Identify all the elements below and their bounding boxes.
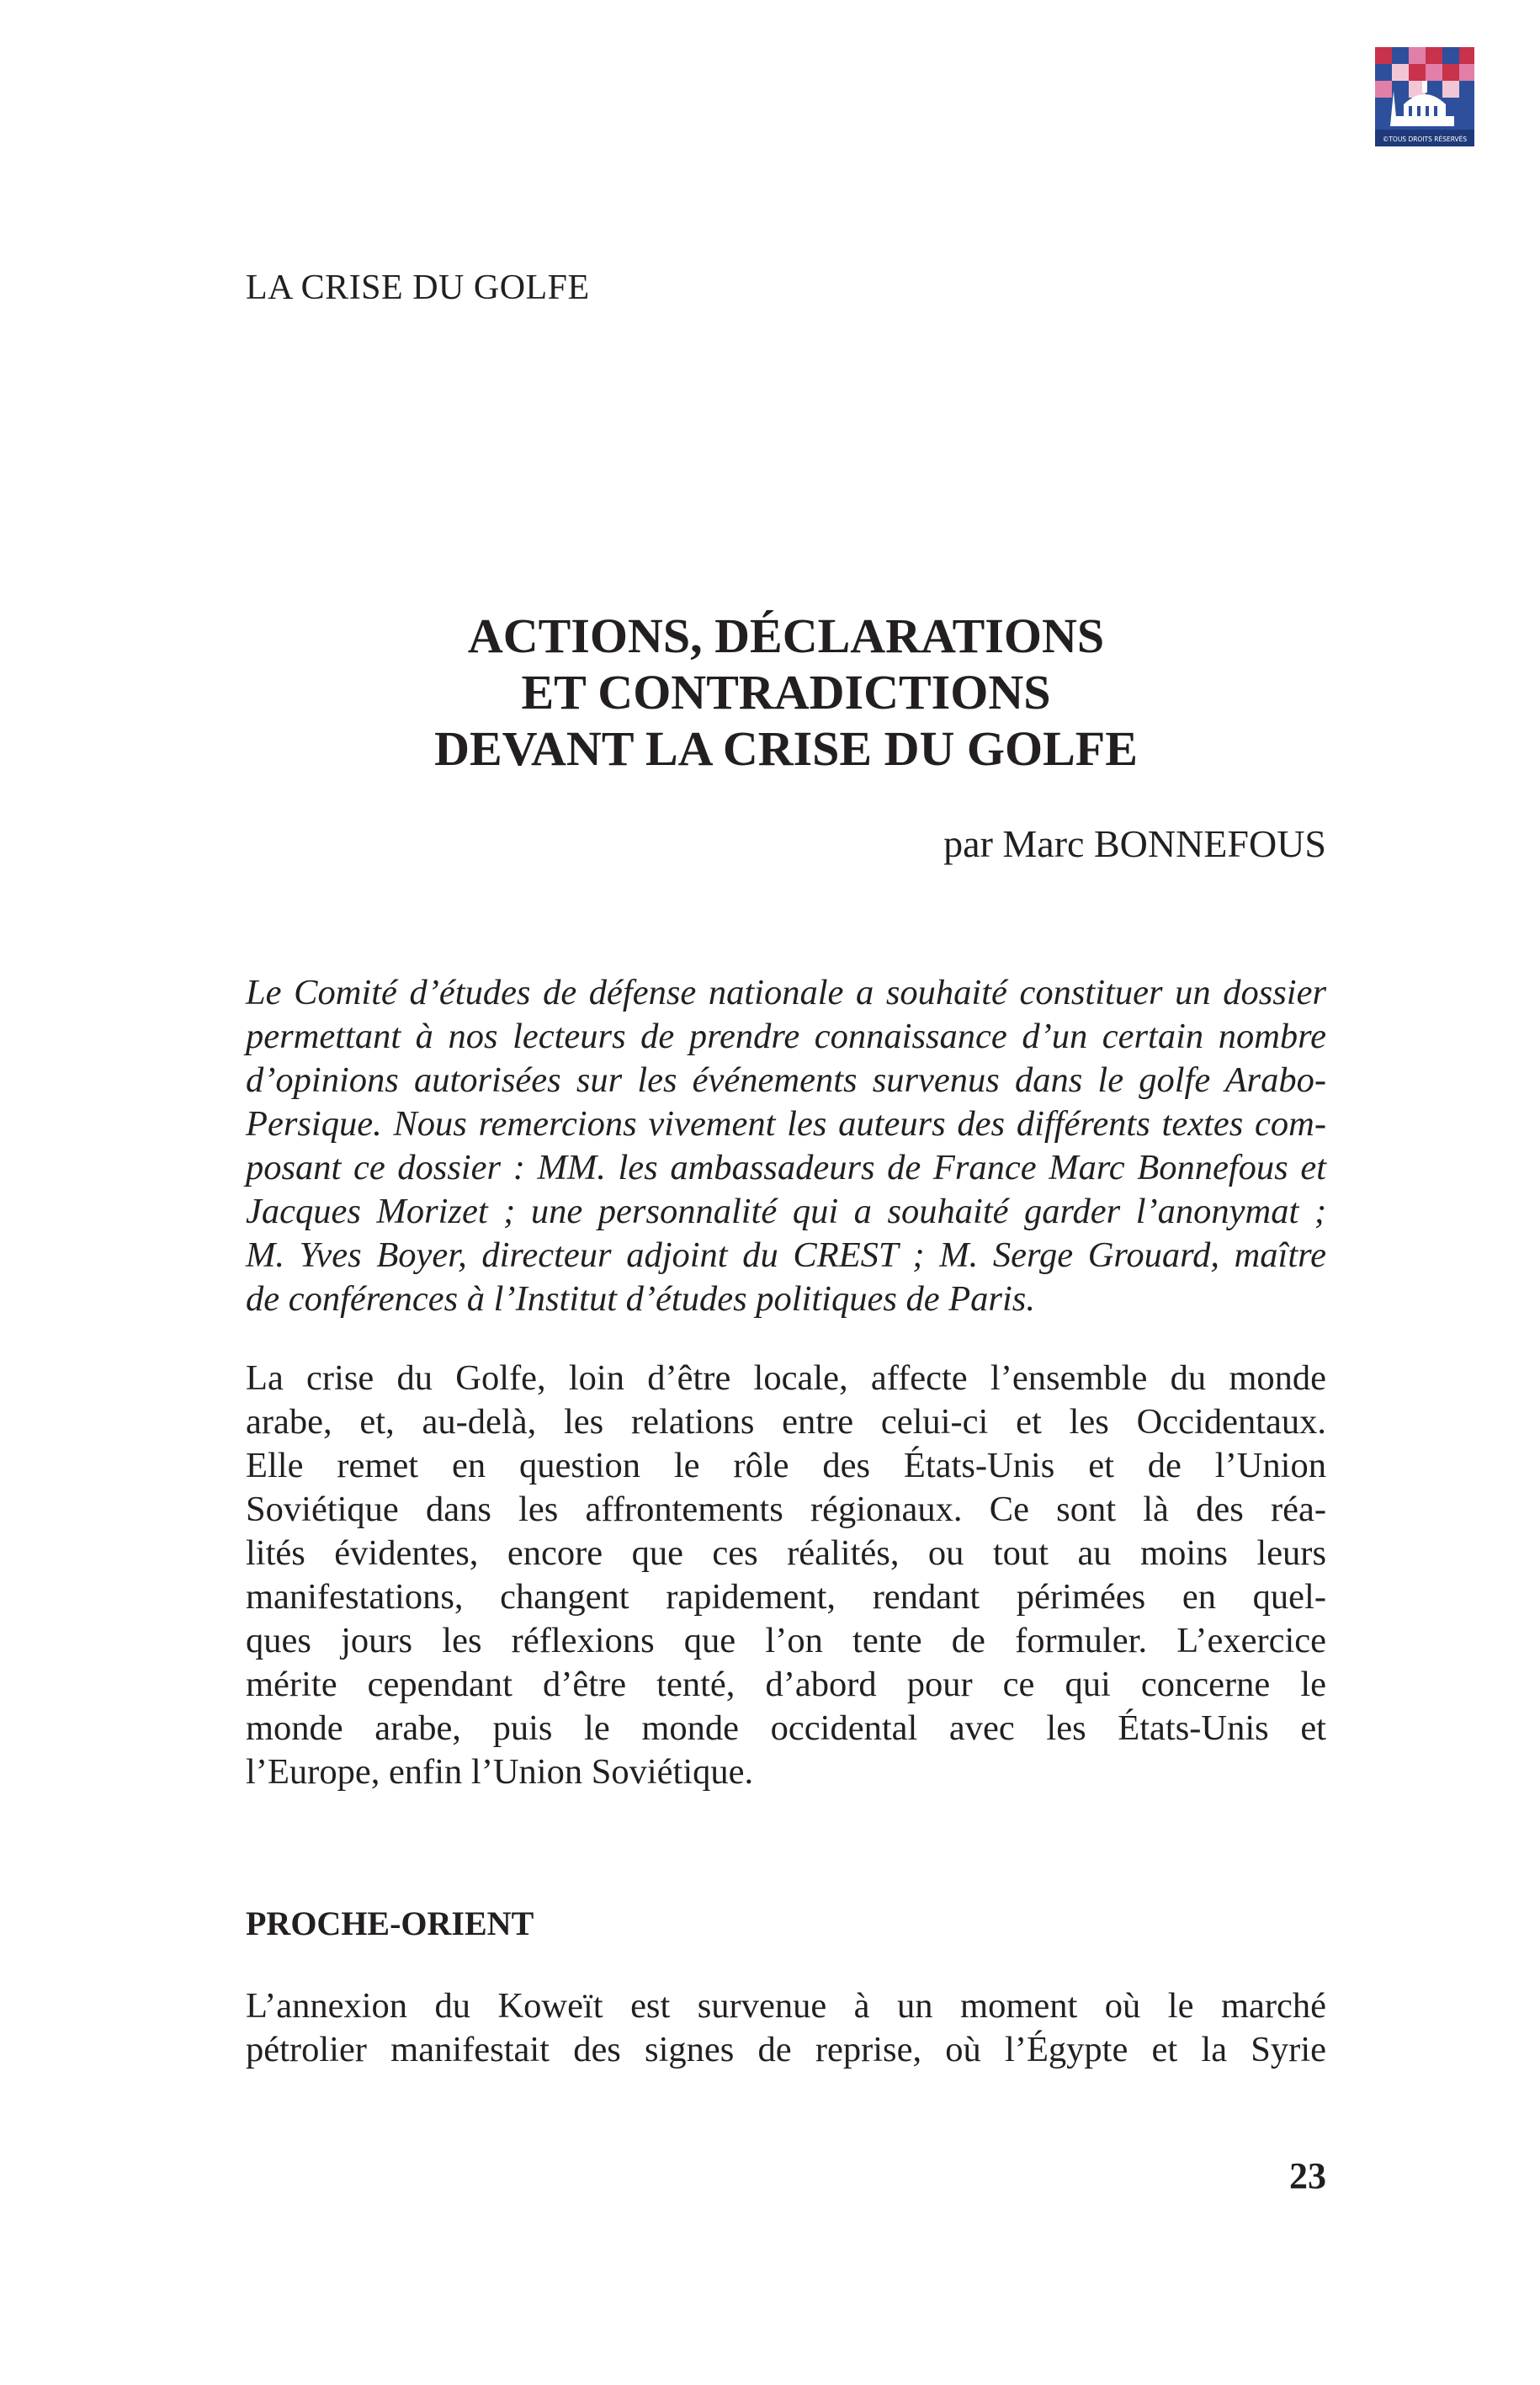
intro-line: posant ce dossier : MM. les ambassadeurs de France Marc Bonnefous et (246, 1148, 1326, 1187)
body-line: l’Europe, enfin l’Union Soviétique. (246, 1752, 754, 1792)
body-line: monde arabe, puis le monde occidental avec les États-Unis et (246, 1708, 1326, 1748)
body-line: La crise du Golfe, loin d’être locale, affecte l’ensemble du monde (246, 1358, 1326, 1398)
body-line: arabe, et, au-delà, les relations entre celui-ci et les Occidentaux. (246, 1402, 1326, 1442)
intro-line: M. Yves Boyer, directeur adjoint du CREST ; M. Serge Grouard, maître (246, 1235, 1326, 1275)
section-line: pétrolier manifestait des signes de reprise, où l’Égypte et la Syrie (246, 2030, 1326, 2069)
publisher-logo (1375, 47, 1474, 146)
intro-line: Jacques Morizet ; une personnalité qui a souhaité garder l’anonymat ; (246, 1192, 1326, 1231)
logo-caption: ©TOUS DROITS RÉSERVÉS (1382, 135, 1468, 143)
article-title-line: DEVANT LA CRISE DU GOLFE (434, 721, 1138, 776)
intro-line: permettant à nos lecteurs de prendre connaissance d’un certain nombre (246, 1017, 1326, 1056)
article-title-line: ET CONTRADICTIONS (521, 665, 1051, 720)
intro-line: Le Comité d’études de défense nationale a souhaité constituer un dossier (246, 973, 1326, 1012)
body-line: Elle remet en question le rôle des États-Unis et de l’Union (246, 1446, 1326, 1485)
running-head: LA CRISE DU GOLFE (246, 268, 590, 307)
publisher-logo-graphic (1375, 47, 1474, 146)
article-title-line: ACTIONS, DÉCLARATIONS (467, 608, 1105, 663)
body-line: ques jours les réflexions que l’on tente de formuler. L’exercice (246, 1621, 1326, 1660)
author-byline: par Marc BONNEFOUS (943, 822, 1326, 865)
section-heading: PROCHE-ORIENT (246, 1904, 534, 1942)
intro-line: de conférences à l’Institut d’études politiques de Paris. (246, 1279, 1035, 1319)
body-line: mérite cependant d’être tenté, d’abord pour ce qui concerne le (246, 1665, 1326, 1704)
body-line: lités évidentes, encore que ces réalités, ou tout au moins leurs (246, 1533, 1326, 1573)
intro-line: d’opinions autorisées sur les événements survenus dans le golfe Arabo- (246, 1060, 1326, 1100)
body-line: Soviétique dans les affrontements régionaux. Ce sont là des réa- (246, 1490, 1326, 1529)
section-line: L’annexion du Koweït est survenue à un moment où le marché (246, 1986, 1326, 2026)
page-number: 23 (1289, 2155, 1326, 2196)
intro-line: Persique. Nous remercions vivement les auteurs des différents textes com- (246, 1104, 1326, 1144)
body-line: manifestations, changent rapidement, rendant périmées en quel- (246, 1577, 1326, 1617)
